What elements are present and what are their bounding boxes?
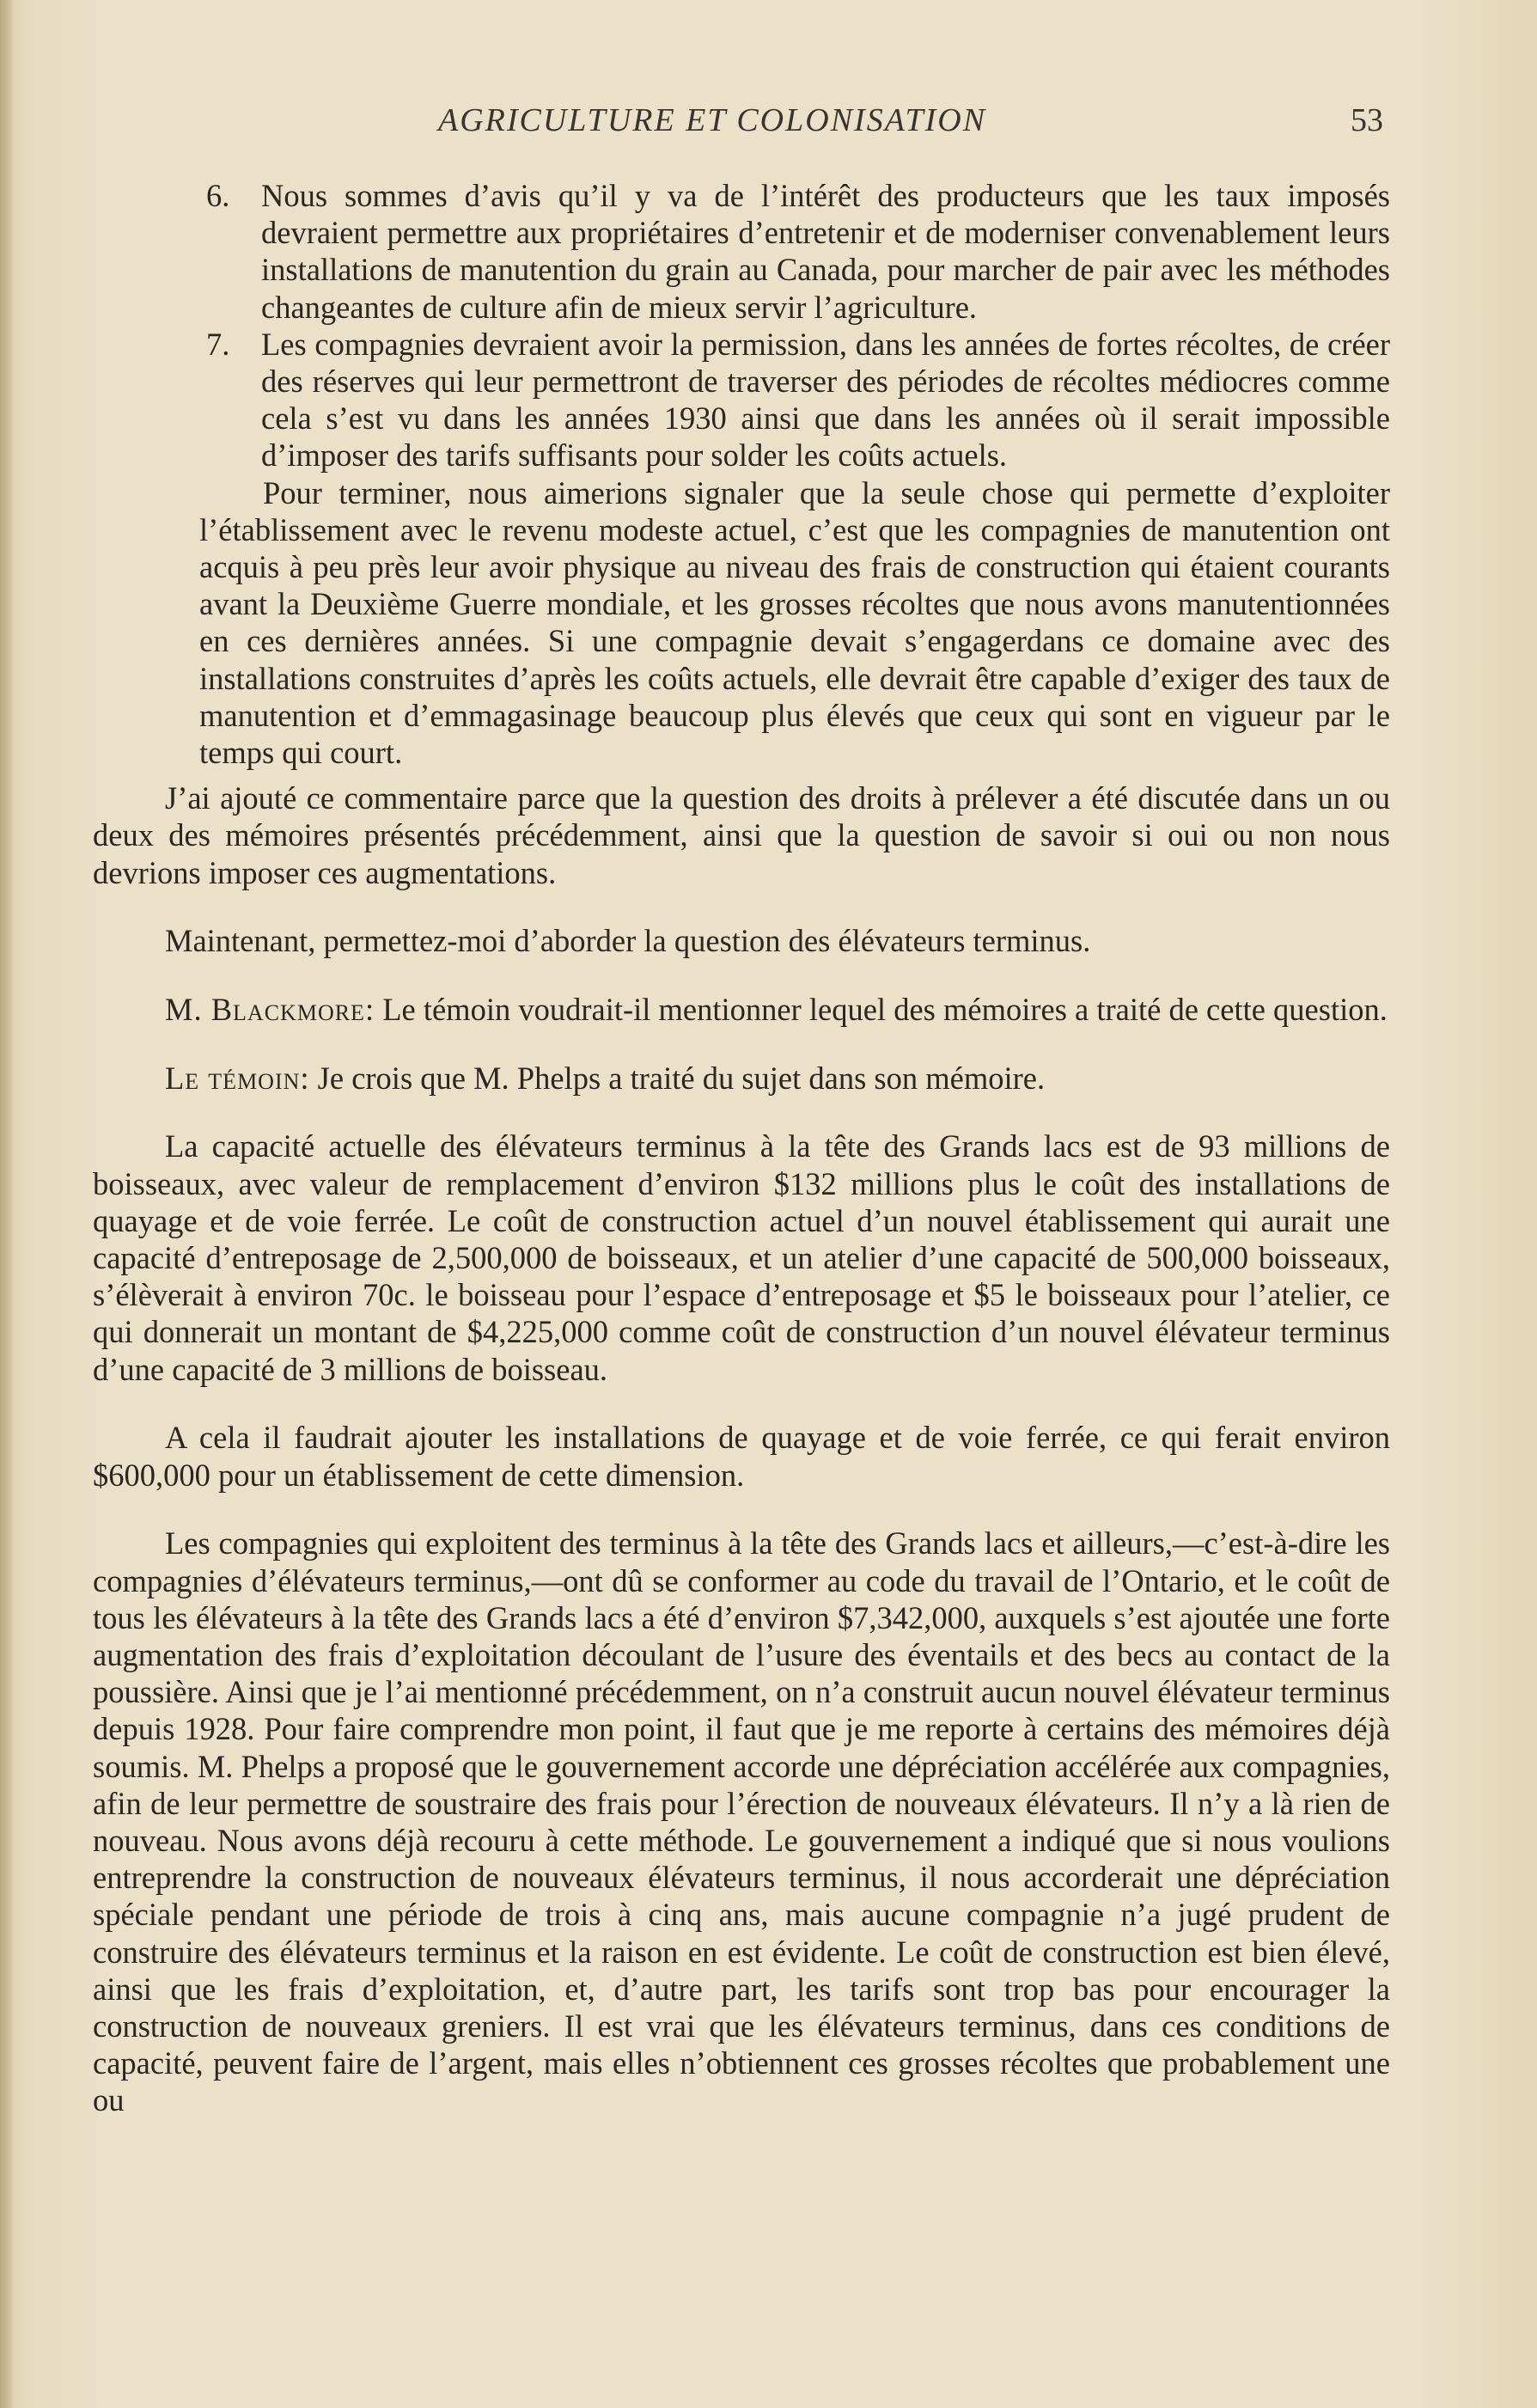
speaker-name: Le témoin: xyxy=(165,1060,310,1096)
speaker-name: M. Blackmore: xyxy=(165,992,375,1028)
paragraph-capacity: La capacité actuelle des élévateurs terminus à la tête des Grands lacs est de 93 millions de boisseaux, avec valeur de remplacement d’environ $132 millions plus le coût des installations de quayage et de voie ferrée. Le coût de construction actuel d’un nouvel établissement qui aurait une capacité d’entreposage de 2,500,000 de boisseaux, et un atelier d’une capacité de 500,000 boisseaux, s’élèverait à environ 70c. le boisseau pour l’espace d’entreposage et $5 le boisseaux pour l’atelier, ce qui donnerait un montant de $4,225,000 comme coût de construction d’un nouvel élévateur terminus d’une capacité de 3 millions de boisseau. xyxy=(93,1128,1390,1387)
paragraph-companies: Les compagnies qui exploitent des terminus à la tête des Grands lacs et ailleurs,—c’est-à-dire les compagnies d’élévateurs terminus,—ont dû se conformer au code du travail de l’Ontario, et le coût de tous les élévateurs à la tête des Grands lacs a été d’environ $7,342,000, auxquels s’est ajoutée une forte augmentation des frais d’exploitation découlant de l’usure des éventails et des becs au contact de la poussière. Ainsi que je l’ai mentionné précédemment, on n’a construit aucun nouvel élévateur terminus depuis 1928. Pour faire comprendre mon point, il faut que je me reporte à certains des mémoires déjà soumis. M. Phelps a proposé que le gouvernement accorde une dépréciation accélérée aux compagnies, afin de leur permettre de soustraire des frais pour l’érection de nouveaux élévateurs. Il n’y a là rien de nouveau. Nous avons déjà recouru à cette méthode. Le gouvernement a indiqué que si nous voulions entreprendre la construction de nouveaux élévateurs terminus, il nous accorderait une dépréciation spéciale pendant une période de trois à cinq ans, mais aucune compagnie n’a jugé prudent de construire des élévateurs terminus et la raison en est évidente. Le coût de construction est bien élevé, ainsi que les frais d’exploitation, et, d’autre part, les tarifs sont trop bas pour encourager la construction de nouveaux greniers. Il est vrai que les élévateurs terminus, dans ces conditions de capacité, peuvent faire de l’argent, mais elles n’obtiennent ces grosses récoltes que probablement une ou xyxy=(93,1525,1390,2118)
paragraph-comment: J’ai ajouté ce commentaire parce que la question des droits à prélever a été discutée dans un ou deux des mémoires présentés précédemment, ainsi que la question de savoir si oui ou non nous devrions imposer ces augmentations. xyxy=(93,780,1390,890)
paragraph-transition: Maintenant, permettez-moi d’aborder la question des élévateurs terminus. xyxy=(165,923,1091,959)
page-number: 53 xyxy=(1351,102,1383,138)
list-item-text: Les compagnies devraient avoir la permission, dans les années de fortes récoltes, de créer des réserves qui leur permettront de traverser des périodes de récoltes médiocres comme cela s’est vu dans les années 1930 ainsi que dans les années où il serait impossible d’imposer des tarifs suffisants pour solder les coûts actuels. xyxy=(261,326,1390,474)
running-title: AGRICULTURE ET COLONISATION xyxy=(438,102,987,138)
list-item xyxy=(206,177,1390,326)
list-item-number: 7. xyxy=(206,326,230,362)
speech-text: Je crois que M. Phelps a traité du sujet dans son mémoire. xyxy=(317,1060,1046,1096)
speech-witness xyxy=(93,1060,1390,1097)
paragraph-quayage: A cela il faudrait ajouter les installations de quayage et de voie ferrée, ce qui ferait environ $600,000 pour un établissement de cette dimension. xyxy=(93,1420,1390,1493)
page-edge xyxy=(0,0,12,2408)
speech-blackmore xyxy=(93,991,1390,1028)
list-item-number: 6. xyxy=(206,178,230,213)
list-item xyxy=(206,326,1390,474)
conclusion-paragraph: Pour terminer, nous aimerions signaler que la seule chose qui permette d’exploiter l’établissement avec le revenu modeste actuel, c’est que les compagnies de manutention ont acquis à peu près leur avoir physique au niveau des frais de construction qui étaient courants avant la Deuxième Guerre mondiale, et les grosses récoltes que nous avons manutentionnées en ces dernières années. Si une compagnie devait s’engagerdans ce domaine avec des installations construites d’après les coûts actuels, elle devrait être capable d’exiger des taux de manutention et d’emmagasinage beaucoup plus élevés que ceux qui sont en vigueur par le temps qui court. xyxy=(199,474,1390,771)
list-item-text: Nous sommes d’avis qu’il y va de l’intérêt des producteurs que les taux imposés devraient permettre aux propriétaires d’entretenir et de moderniser convenablement leurs installations de manutention du grain au Canada, pour marcher de pair avec les méthodes changeantes de culture afin de mieux servir l’agriculture. xyxy=(261,178,1390,325)
page-header xyxy=(95,101,1383,150)
speech-text: Le témoin voudrait-il mentionner lequel des mémoires a traité de cette question. xyxy=(382,992,1388,1028)
page-body xyxy=(93,177,1390,2150)
